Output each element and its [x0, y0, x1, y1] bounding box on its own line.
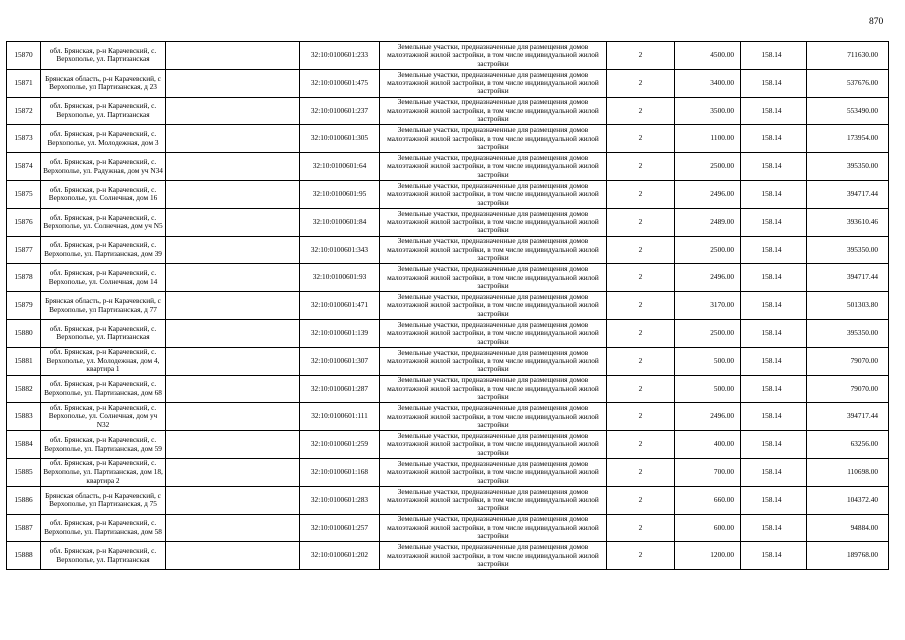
table-row [7, 69, 889, 97]
row-number-cell: 15876 [7, 208, 41, 236]
table-row [7, 431, 889, 459]
cadastral-value-cell: 395350.00 [807, 236, 889, 264]
area-cell: 700.00 [675, 458, 741, 486]
row-number-cell: 15882 [7, 375, 41, 403]
address-cell: обл. Брянская, р-н Карачевский, с. Верхополье, ул. Партизанская, дом 58 [41, 514, 166, 542]
category-cell: 2 [607, 403, 675, 431]
cadastral-number-cell: 32:10:0100601:139 [300, 319, 380, 347]
category-cell: 2 [607, 375, 675, 403]
row-number-cell: 15873 [7, 125, 41, 153]
area-cell: 660.00 [675, 486, 741, 514]
empty-cell [166, 403, 300, 431]
row-number-cell: 15888 [7, 542, 41, 570]
land-use-cell: Земельные участки, предназначенные для размещения домов малоэтажной жилой застройки, в том числе индивидуальной жилой застройки [380, 319, 607, 347]
land-parcels-table [6, 41, 889, 570]
cadastral-number-cell: 32:10:0100601:257 [300, 514, 380, 542]
rate-cell: 158.14 [741, 514, 807, 542]
address-cell: обл. Брянская, р-н Карачевский, с. Верхополье, ул. Солнечная, дом уч N32 [41, 403, 166, 431]
empty-cell [166, 236, 300, 264]
cadastral-value-cell: 394717.44 [807, 180, 889, 208]
category-cell: 2 [607, 264, 675, 292]
table-body [7, 42, 889, 570]
cadastral-value-cell: 63256.00 [807, 431, 889, 459]
rate-cell: 158.14 [741, 347, 807, 375]
row-number-cell: 15877 [7, 236, 41, 264]
table-row [7, 97, 889, 125]
cadastral-number-cell: 32:10:0100601:237 [300, 97, 380, 125]
table-row [7, 264, 889, 292]
area-cell: 1100.00 [675, 125, 741, 153]
empty-cell [166, 208, 300, 236]
cadastral-value-cell: 173954.00 [807, 125, 889, 153]
category-cell: 2 [607, 542, 675, 570]
category-cell: 2 [607, 486, 675, 514]
table-row [7, 403, 889, 431]
area-cell: 2496.00 [675, 403, 741, 431]
address-cell: Брянская область, р-н Карачевский, с Верхополье, ул Партизанская, д 75 [41, 486, 166, 514]
rate-cell: 158.14 [741, 153, 807, 181]
category-cell: 2 [607, 514, 675, 542]
cadastral-value-cell: 104372.40 [807, 486, 889, 514]
row-number-cell: 15881 [7, 347, 41, 375]
cadastral-value-cell: 501303.80 [807, 292, 889, 320]
row-number-cell: 15872 [7, 97, 41, 125]
row-number-cell: 15870 [7, 42, 41, 70]
cadastral-value-cell: 110698.00 [807, 458, 889, 486]
land-use-cell: Земельные участки, предназначенные для размещения домов малоэтажной жилой застройки, в том числе индивидуальной жилой застройки [380, 153, 607, 181]
rate-cell: 158.14 [741, 97, 807, 125]
rate-cell: 158.14 [741, 208, 807, 236]
cadastral-value-cell: 553490.00 [807, 97, 889, 125]
address-cell: обл. Брянская, р-н Карачевский, с. Верхополье, ул. Партизанская, дом 68 [41, 375, 166, 403]
empty-cell [166, 431, 300, 459]
area-cell: 3500.00 [675, 97, 741, 125]
cadastral-value-cell: 537676.00 [807, 69, 889, 97]
cadastral-value-cell: 395350.00 [807, 319, 889, 347]
area-cell: 2500.00 [675, 236, 741, 264]
category-cell: 2 [607, 431, 675, 459]
rate-cell: 158.14 [741, 375, 807, 403]
land-use-cell: Земельные участки, предназначенные для размещения домов малоэтажной жилой застройки, в том числе индивидуальной жилой застройки [380, 542, 607, 570]
table-row [7, 42, 889, 70]
table-row [7, 542, 889, 570]
category-cell: 2 [607, 69, 675, 97]
area-cell: 3170.00 [675, 292, 741, 320]
empty-cell [166, 292, 300, 320]
table-row [7, 208, 889, 236]
land-use-cell: Земельные участки, предназначенные для размещения домов малоэтажной жилой застройки, в том числе индивидуальной жилой застройки [380, 431, 607, 459]
category-cell: 2 [607, 236, 675, 264]
land-use-cell: Земельные участки, предназначенные для размещения домов малоэтажной жилой застройки, в том числе индивидуальной жилой застройки [380, 97, 607, 125]
address-cell: обл. Брянская, р-н Карачевский, с. Верхополье, ул. Солнечная, дом 14 [41, 264, 166, 292]
address-cell: обл. Брянская, р-н Карачевский, с. Верхополье, ул. Радужная, дом уч N34 [41, 153, 166, 181]
cadastral-number-cell: 32:10:0100601:64 [300, 153, 380, 181]
address-cell: обл. Брянская, р-н Карачевский, с. Верхополье, ул. Партизанская, дом 59 [41, 431, 166, 459]
rate-cell: 158.14 [741, 458, 807, 486]
empty-cell [166, 458, 300, 486]
area-cell: 400.00 [675, 431, 741, 459]
address-cell: обл. Брянская, р-н Карачевский, с. Верхополье, ул. Партизанская [41, 319, 166, 347]
cadastral-value-cell: 189768.00 [807, 542, 889, 570]
address-cell: обл. Брянская, р-н Карачевский, с. Верхополье, ул. Молодежная, дом 4, квартира 1 [41, 347, 166, 375]
cadastral-value-cell: 395350.00 [807, 153, 889, 181]
empty-cell [166, 180, 300, 208]
land-use-cell: Земельные участки, предназначенные для размещения домов малоэтажной жилой застройки, в том числе индивидуальной жилой застройки [380, 236, 607, 264]
land-use-cell: Земельные участки, предназначенные для размещения домов малоэтажной жилой застройки, в том числе индивидуальной жилой застройки [380, 458, 607, 486]
row-number-cell: 15883 [7, 403, 41, 431]
category-cell: 2 [607, 42, 675, 70]
land-use-cell: Земельные участки, предназначенные для размещения домов малоэтажной жилой застройки, в том числе индивидуальной жилой застройки [380, 180, 607, 208]
rate-cell: 158.14 [741, 236, 807, 264]
row-number-cell: 15875 [7, 180, 41, 208]
cadastral-number-cell: 32:10:0100601:233 [300, 42, 380, 70]
category-cell: 2 [607, 208, 675, 236]
row-number-cell: 15871 [7, 69, 41, 97]
category-cell: 2 [607, 347, 675, 375]
rate-cell: 158.14 [741, 403, 807, 431]
empty-cell [166, 542, 300, 570]
row-number-cell: 15884 [7, 431, 41, 459]
cadastral-number-cell: 32:10:0100601:111 [300, 403, 380, 431]
area-cell: 2500.00 [675, 153, 741, 181]
land-use-cell: Земельные участки, предназначенные для размещения домов малоэтажной жилой застройки, в том числе индивидуальной жилой застройки [380, 347, 607, 375]
address-cell: обл. Брянская, р-н Карачевский, с. Верхополье, ул. Партизанская [41, 42, 166, 70]
rate-cell: 158.14 [741, 292, 807, 320]
cadastral-value-cell: 394717.44 [807, 403, 889, 431]
land-use-cell: Земельные участки, предназначенные для размещения домов малоэтажной жилой застройки, в том числе индивидуальной жилой застройки [380, 42, 607, 70]
empty-cell [166, 264, 300, 292]
land-use-cell: Земельные участки, предназначенные для размещения домов малоэтажной жилой застройки, в том числе индивидуальной жилой застройки [380, 264, 607, 292]
empty-cell [166, 69, 300, 97]
address-cell: обл. Брянская, р-н Карачевский, с. Верхополье, ул. Партизанская [41, 97, 166, 125]
category-cell: 2 [607, 180, 675, 208]
empty-cell [166, 125, 300, 153]
row-number-cell: 15885 [7, 458, 41, 486]
category-cell: 2 [607, 319, 675, 347]
cadastral-number-cell: 32:10:0100601:168 [300, 458, 380, 486]
rate-cell: 158.14 [741, 42, 807, 70]
address-cell: обл. Брянская, р-н Карачевский, с. Верхополье, ул. Солнечная, дом уч N5 [41, 208, 166, 236]
land-use-cell: Земельные участки, предназначенные для размещения домов малоэтажной жилой застройки, в том числе индивидуальной жилой застройки [380, 514, 607, 542]
cadastral-value-cell: 393610.46 [807, 208, 889, 236]
row-number-cell: 15880 [7, 319, 41, 347]
table-row [7, 486, 889, 514]
empty-cell [166, 486, 300, 514]
area-cell: 500.00 [675, 375, 741, 403]
area-cell: 1200.00 [675, 542, 741, 570]
table-row [7, 347, 889, 375]
cadastral-number-cell: 32:10:0100601:283 [300, 486, 380, 514]
area-cell: 2496.00 [675, 264, 741, 292]
cadastral-number-cell: 32:10:0100601:471 [300, 292, 380, 320]
area-cell: 3400.00 [675, 69, 741, 97]
category-cell: 2 [607, 153, 675, 181]
land-use-cell: Земельные участки, предназначенные для размещения домов малоэтажной жилой застройки, в том числе индивидуальной жилой застройки [380, 486, 607, 514]
rate-cell: 158.14 [741, 319, 807, 347]
address-cell: Брянская область, р-н Карачевский, с Верхополье, ул Партизанская, д 77 [41, 292, 166, 320]
empty-cell [166, 375, 300, 403]
cadastral-value-cell: 394717.44 [807, 264, 889, 292]
empty-cell [166, 97, 300, 125]
category-cell: 2 [607, 97, 675, 125]
address-cell: Брянская область, р-н Карачевский, с Верхополье, ул Партизанская, д 23 [41, 69, 166, 97]
row-number-cell: 15874 [7, 153, 41, 181]
table-row [7, 153, 889, 181]
cadastral-number-cell: 32:10:0100601:84 [300, 208, 380, 236]
row-number-cell: 15887 [7, 514, 41, 542]
area-cell: 2489.00 [675, 208, 741, 236]
land-use-cell: Земельные участки, предназначенные для размещения домов малоэтажной жилой застройки, в том числе индивидуальной жилой застройки [380, 375, 607, 403]
cadastral-number-cell: 32:10:0100601:95 [300, 180, 380, 208]
area-cell: 4500.00 [675, 42, 741, 70]
category-cell: 2 [607, 458, 675, 486]
table-row [7, 458, 889, 486]
table-row [7, 514, 889, 542]
category-cell: 2 [607, 292, 675, 320]
cadastral-value-cell: 79070.00 [807, 375, 889, 403]
table-row [7, 292, 889, 320]
table-row [7, 375, 889, 403]
row-number-cell: 15879 [7, 292, 41, 320]
cadastral-number-cell: 32:10:0100601:475 [300, 69, 380, 97]
rate-cell: 158.14 [741, 180, 807, 208]
rate-cell: 158.14 [741, 125, 807, 153]
category-cell: 2 [607, 125, 675, 153]
empty-cell [166, 347, 300, 375]
cadastral-number-cell: 32:10:0100601:343 [300, 236, 380, 264]
land-use-cell: Земельные участки, предназначенные для размещения домов малоэтажной жилой застройки, в том числе индивидуальной жилой застройки [380, 292, 607, 320]
area-cell: 500.00 [675, 347, 741, 375]
address-cell: обл. Брянская, р-н Карачевский, с. Верхополье, ул. Солнечная, дом 16 [41, 180, 166, 208]
land-use-cell: Земельные участки, предназначенные для размещения домов малоэтажной жилой застройки, в том числе индивидуальной жилой застройки [380, 125, 607, 153]
area-cell: 2496.00 [675, 180, 741, 208]
row-number-cell: 15886 [7, 486, 41, 514]
table-row [7, 236, 889, 264]
rate-cell: 158.14 [741, 486, 807, 514]
land-use-cell: Земельные участки, предназначенные для размещения домов малоэтажной жилой застройки, в том числе индивидуальной жилой застройки [380, 403, 607, 431]
cadastral-value-cell: 711630.00 [807, 42, 889, 70]
area-cell: 2500.00 [675, 319, 741, 347]
address-cell: обл. Брянская, р-н Карачевский, с. Верхополье, ул. Партизанская, дом 39 [41, 236, 166, 264]
area-cell: 600.00 [675, 514, 741, 542]
rate-cell: 158.14 [741, 69, 807, 97]
empty-cell [166, 42, 300, 70]
rate-cell: 158.14 [741, 264, 807, 292]
empty-cell [166, 514, 300, 542]
table-row [7, 180, 889, 208]
address-cell: обл. Брянская, р-н Карачевский, с. Верхополье, ул. Молодежная, дом 3 [41, 125, 166, 153]
cadastral-number-cell: 32:10:0100601:305 [300, 125, 380, 153]
address-cell: обл. Брянская, р-н Карачевский, с. Верхополье, ул. Партизанская [41, 542, 166, 570]
empty-cell [166, 319, 300, 347]
cadastral-number-cell: 32:10:0100601:202 [300, 542, 380, 570]
cadastral-number-cell: 32:10:0100601:307 [300, 347, 380, 375]
rate-cell: 158.14 [741, 542, 807, 570]
rate-cell: 158.14 [741, 431, 807, 459]
page-number: 870 [869, 17, 884, 27]
land-use-cell: Земельные участки, предназначенные для размещения домов малоэтажной жилой застройки, в том числе индивидуальной жилой застройки [380, 69, 607, 97]
land-use-cell: Земельные участки, предназначенные для размещения домов малоэтажной жилой застройки, в том числе индивидуальной жилой застройки [380, 208, 607, 236]
address-cell: обл. Брянская, р-н Карачевский, с. Верхополье, ул. Партизанская, дом 18, квартира 2 [41, 458, 166, 486]
cadastral-number-cell: 32:10:0100601:287 [300, 375, 380, 403]
empty-cell [166, 153, 300, 181]
cadastral-number-cell: 32:10:0100601:93 [300, 264, 380, 292]
cadastral-number-cell: 32:10:0100601:259 [300, 431, 380, 459]
table-row [7, 125, 889, 153]
row-number-cell: 15878 [7, 264, 41, 292]
cadastral-value-cell: 79070.00 [807, 347, 889, 375]
table-row [7, 319, 889, 347]
cadastral-value-cell: 94884.00 [807, 514, 889, 542]
